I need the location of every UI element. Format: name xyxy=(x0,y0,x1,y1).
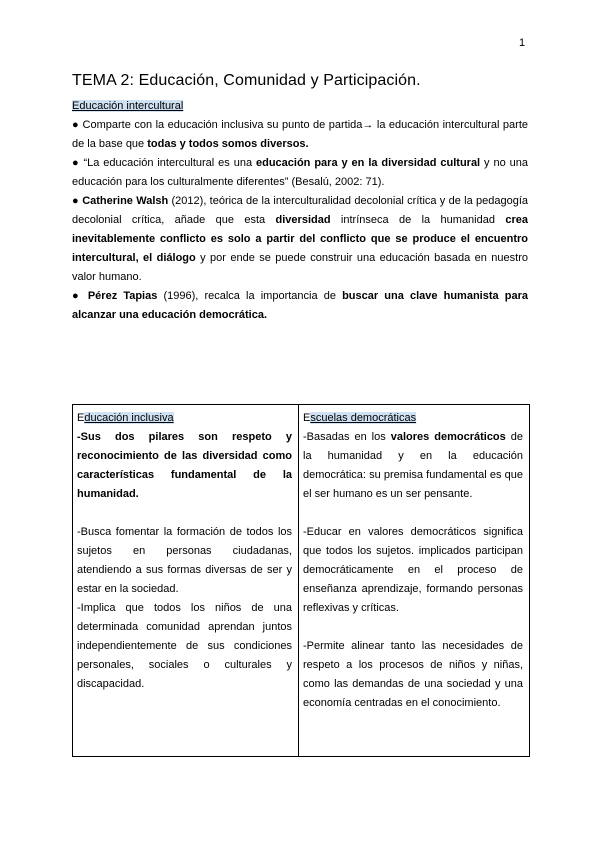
page-title: TEMA 2: Educación, Comunidad y Participación. xyxy=(72,72,421,89)
section-heading-text: Educación intercultural xyxy=(72,100,184,112)
comparison-table xyxy=(72,404,530,757)
p1-bold: todas y todos somos diversos. xyxy=(147,138,309,150)
democratic-heading-rest: scuelas democráticas xyxy=(310,412,417,424)
p3-bold-d: diversidad xyxy=(275,214,331,226)
p2-text-c: y no una educación para los culturalmente diferentes” (Besalú, 2002: 71). xyxy=(72,157,529,188)
democratic-item-1-c: de la humanidad y en la educación democrática: su premisa fundamental es que el ser humano es un ser pensante. xyxy=(303,431,524,500)
p3-bullet: ● xyxy=(72,195,83,207)
p4-bold-d: buscar una clave humanista para alcanzar una educación democrática. xyxy=(72,290,528,321)
p4-bullet: ● xyxy=(72,290,88,302)
inclusive-heading xyxy=(77,409,292,428)
p2-bold: educación para y en la diversidad cultural xyxy=(256,157,481,169)
table-row xyxy=(73,405,530,757)
p2-text-a: ● “La educación intercultural es una xyxy=(72,157,256,169)
paragraph-4 xyxy=(72,287,528,325)
democratic-column xyxy=(299,405,530,757)
p4-text-c: (1996), recalca la importancia de xyxy=(157,290,343,302)
democratic-item-1-bold: valores democráticos xyxy=(390,431,506,443)
p3-author: Catherine Walsh xyxy=(82,195,169,207)
inclusive-heading-initial: E xyxy=(77,412,85,424)
paragraph-2 xyxy=(72,154,528,192)
democratic-heading xyxy=(303,409,523,428)
inclusive-column xyxy=(73,405,299,757)
p4-author: Pérez Tapias xyxy=(87,290,158,302)
democratic-heading-initial: E xyxy=(303,412,311,424)
inclusive-heading-rest: ducación inclusiva xyxy=(84,412,174,424)
democratic-item-3: -Permite alinear tanto las necesidades de respeto a los procesos de niños y niñas, como las demandas de una sociedad y una economía centradas en el conocimiento. xyxy=(303,640,523,709)
paragraph-3 xyxy=(72,192,528,287)
paragraph-1 xyxy=(72,116,528,154)
democratic-item-1 xyxy=(303,428,523,504)
democratic-item-1-a: -Basadas en los xyxy=(303,431,391,443)
page-number: 1 xyxy=(519,37,526,49)
p3-bold-f: crea inevitablemente conflicto es solo a partir del conflicto que se produce el encuentro intercultural, el diálogo xyxy=(72,214,528,264)
p3-text-g: y por ende se puede construir una educación basada en nuestro valor humano. xyxy=(72,252,528,283)
inclusive-item-3: -Implica que todos los niños de una determinada comunidad aprendan juntos independientemente de sus condiciones personales, sociales o culturales y discapacidad. xyxy=(77,602,292,690)
p3-text-e: intrínseca de la humanidad xyxy=(330,214,506,226)
inclusive-item-1: -Sus dos pilares son respeto y reconocimiento de las diversidad como características fundamental de la humanidad. xyxy=(77,431,292,500)
intercultural-section xyxy=(72,97,528,325)
p3-text-c: (2012), teórica de la interculturalidad decolonial crítica y de la pedagogía decolonial crítica, añade que esta xyxy=(72,195,529,226)
p1-text: ● Comparte con la educación inclusiva su punto de partida→ la educación intercultural parte de la base que xyxy=(72,119,528,150)
inclusive-item-2: -Busca fomentar la formación de todos los sujetos en personas ciudadanas, atendiendo a sus formas diversas de ser y estar en la sociedad. xyxy=(77,526,292,595)
section-heading xyxy=(72,97,528,116)
democratic-item-2: -Educar en valores democráticos significa que todos los sujetos. implicados participan democráticamente en el proceso de enseñanza aprendizaje, formando personas reflexivas y críticas. xyxy=(303,526,523,614)
